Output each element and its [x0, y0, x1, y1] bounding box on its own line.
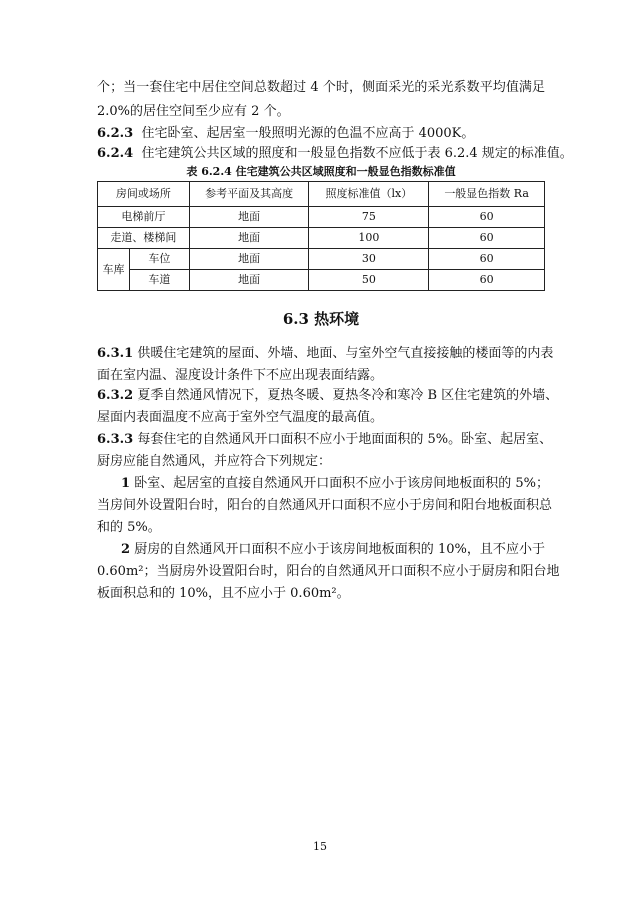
- table-cell: 60: [429, 270, 545, 291]
- clause-number: 6.3.3: [97, 432, 134, 447]
- table-header-cell: 照度标准值（lx）: [309, 182, 429, 207]
- clause-6-2-3: [97, 124, 545, 144]
- clause-6-3-2: [97, 386, 559, 406]
- table-row: [98, 207, 545, 228]
- table-cell: 60: [429, 207, 545, 228]
- list-item-2: [121, 540, 545, 560]
- clause-text: 供暖住宅建筑的屋面、外墙、地面、与室外空气直接接触的楼面等的内表: [137, 346, 554, 361]
- clause-6-3-3: [97, 430, 553, 450]
- list-item-text: 卧室、起居室的直接自然通风开口面积不应小于该房间地板面积的 5%；: [134, 476, 549, 491]
- clause-text: 住宅卧室、起居室一般照明光源的色温不应高于 4000K。: [141, 126, 475, 141]
- clause-number: 6.3.1: [97, 346, 134, 361]
- table-group-cell: 车库: [98, 249, 130, 291]
- table-header-cell: 房间或场所: [98, 182, 190, 207]
- table-cell: 电梯前厅: [98, 207, 190, 228]
- table-cell: 地面: [189, 249, 309, 270]
- table-cell: 车位: [129, 249, 189, 270]
- clause-number: 6.2.3: [97, 126, 134, 141]
- table-cell: 地面: [189, 207, 309, 228]
- paragraph-line: 板面积总和的 10%，且不应小于 0.60m²。: [97, 586, 350, 601]
- page-number: 15: [313, 840, 327, 853]
- clause-text: 每套住宅的自然通风开口面积不应小于地面面积的 5%。卧室、起居室、: [137, 432, 553, 447]
- table-header-cell: 一般显色指数 Ra: [429, 182, 545, 207]
- table-cell: 100: [309, 228, 429, 249]
- table-cell: 60: [429, 228, 545, 249]
- clause-number: 6.2.4: [97, 146, 134, 161]
- table-cell: 75: [309, 207, 429, 228]
- table-caption: 表 6.2.4 住宅建筑公共区域照度和一般显色指数标准值: [186, 165, 456, 178]
- paragraph-line: 厨房应能自然通风，并应符合下列规定：: [97, 454, 332, 469]
- table-cell: 60: [429, 249, 545, 270]
- list-item-text: 厨房的自然通风开口面积不应小于该房间地板面积的 10%，且不应小于: [134, 542, 546, 557]
- paragraph-line: 0.60m²；当厨房外设置阳台时，阳台的自然通风开口面积不应小于厨房和阳台地: [97, 564, 560, 579]
- paragraph-line: 和的 5%。: [97, 520, 161, 535]
- paragraph-line: 屋面内表面温度不应高于室外空气温度的最高值。: [97, 410, 384, 425]
- clause-text: 住宅建筑公共区域的照度和一般显色指数不应低于表 6.2.4 规定的标准值。: [141, 146, 573, 161]
- paragraph-line: 个；当一套住宅中居住空间总数超过 4 个时，侧面采光的采光系数平均值满足: [97, 80, 545, 95]
- section-title: 6.3 热环境: [282, 310, 360, 328]
- table-header-cell: 参考平面及其高度: [189, 182, 309, 207]
- paragraph-line: 面在室内温、湿度设计条件下不应出现表面结露。: [97, 368, 384, 383]
- paragraph-line: 2.0%的居住空间至少应有 2 个。: [97, 104, 290, 119]
- list-item-number: 1: [121, 476, 131, 491]
- table-cell: 30: [309, 249, 429, 270]
- clause-6-2-4: [97, 144, 573, 164]
- clause-6-3-1: [97, 344, 554, 364]
- paragraph-line: 当房间外设置阳台时，阳台的自然通风开口面积不应小于房间和阳台地板面积总: [97, 498, 553, 513]
- list-item-1: [121, 474, 549, 494]
- table-row: [98, 270, 545, 291]
- table-row: [98, 228, 545, 249]
- clause-text: 夏季自然通风情况下，夏热冬暖、夏热冬冷和寒冷 B 区住宅建筑的外墙、: [137, 388, 559, 403]
- table-cell: 50: [309, 270, 429, 291]
- table-cell: 车道: [129, 270, 189, 291]
- list-item-number: 2: [121, 542, 131, 557]
- clause-number: 6.3.2: [97, 388, 134, 403]
- table-header-row: [98, 182, 545, 207]
- table-cell: 地面: [189, 270, 309, 291]
- standards-table: [97, 181, 545, 291]
- table-row: [98, 249, 545, 270]
- table-cell: 地面: [189, 228, 309, 249]
- table-cell: 走道、楼梯间: [98, 228, 190, 249]
